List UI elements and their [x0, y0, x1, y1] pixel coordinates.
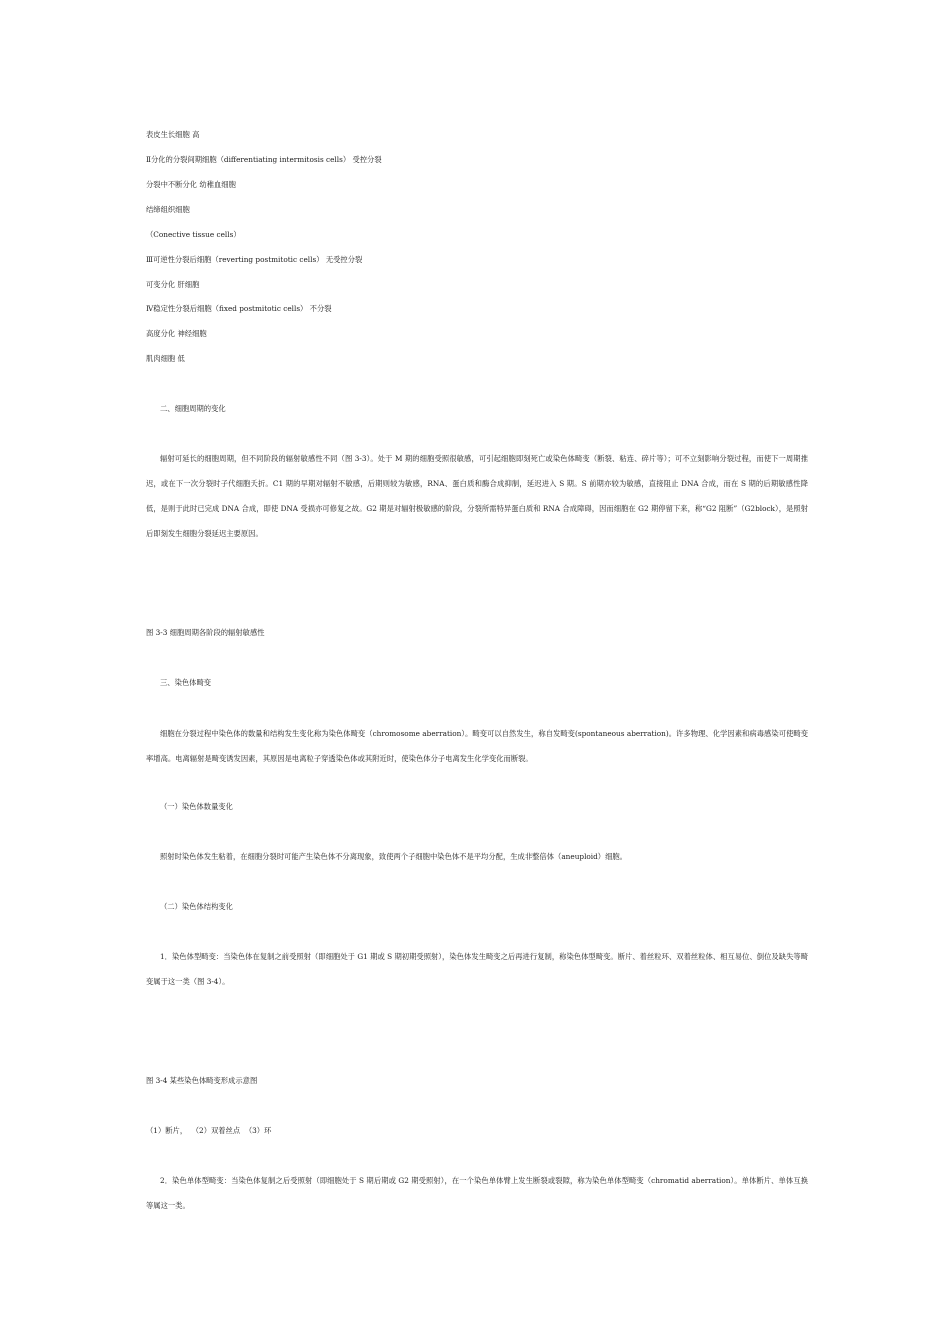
- text-line: 高度分化 神经细胞: [146, 329, 207, 338]
- figure-caption: 图 3-3 细胞周期各阶段的辐射敏感性: [146, 628, 265, 637]
- text-line: 结缔组织细胞: [146, 205, 190, 214]
- text-line: 可变分化 肝细胞: [146, 280, 200, 289]
- text-line: 分裂中不断分化 幼稚血细胞: [146, 180, 236, 189]
- text-line: 肌肉细胞 低: [146, 354, 185, 363]
- subsection-heading: （二）染色体结构变化: [160, 902, 233, 911]
- paragraph: 1．染色体型畸变：当染色体在复制之前受照射（即细胞处于 G1 期或 S 期初期受照射），染色体发生畸变之后再进行复制，称染色体型畸变。断片、着丝粒环、双着丝粒体、相互易位、倒位及缺失等畸变属于这一类（图 3-4）。: [146, 952, 808, 986]
- section-heading: 二、细胞周期的变化: [160, 404, 226, 413]
- text-line: Ⅳ稳定性分裂后细胞（fixed postmitotic cells） 不分裂: [146, 304, 332, 313]
- subsection-heading: （一）染色体数量变化: [160, 802, 233, 811]
- text-line: Ⅱ分化的分裂间期细胞（differentiating intermitosis cells） 受控分裂: [146, 155, 382, 164]
- paragraph: 照射时染色体发生粘着，在细胞分裂时可能产生染色体不分离现象，致使两个子细胞中染色体不是平均分配，生成非整倍体（aneuploid）细胞。: [160, 852, 627, 861]
- text-line: Ⅲ可逆性分裂后细胞（reverting postmitotic cells） 无受控分裂: [146, 255, 363, 264]
- figure-caption: 图 3-4 某些染色体畸变形成示意图: [146, 1076, 258, 1085]
- text-line: 表皮生长细胞 高: [146, 130, 200, 139]
- paragraph: 2．染色单体型畸变：当染色体复制之后受照射（即细胞处于 S 期后期或 G2 期受照射），在一个染色单体臂上发生断裂或裂隙，称为染色单体型畸变（chromatid aberration）。单体断片、单体互换等属这一类。: [146, 1176, 808, 1210]
- paragraph: 辐射可延长的细胞周期，但不同阶段的辐射敏感性不同（图 3-3）。处于 M 期的细胞受照很敏感，可引起细胞即刻死亡或染色体畸变（断裂、粘连、碎片等）；可不立刻影响分裂过程，而使下一周期推迟，或在下一次分裂时子代细胞夭折。C1 期的早期对辐射不敏感，后期则较为敏感，RNA、蛋白质和酶合成抑制，延迟进入 S 期。S 前期亦较为敏感，直接阻止 DNA 合成，而在 S 期的后期敏感性降低，是则于此时已完成 DNA 合成，即使 DNA 受损亦可修复之故。G2 期是对辐射极敏感的阶段，分裂所需特异蛋白质和 RNA 合成障碍，因而细胞在 G2 期停留下来，称“G2 阻断”（G2block），是照射后即刻发生细胞分裂延迟主要原因。: [146, 454, 808, 538]
- text-line: （Conective tissue cells）: [146, 230, 241, 239]
- paragraph: 细胞在分裂过程中染色体的数量和结构发生变化称为染色体畸变（chromosome aberration）。畸变可以自然发生，称自发畸变(spontaneous aberration)。许多物理、化学因素和病毒感染可使畸变率增高。电离辐射是畸变诱发因素，其原因是电离粒子穿透染色体或其附近时，使染色体分子电离发生化学变化而断裂。: [146, 729, 808, 763]
- section-heading: 三、染色体畸变: [160, 678, 212, 687]
- figure-labels: （1）断片， （2）双着丝点 （3）环: [146, 1126, 272, 1135]
